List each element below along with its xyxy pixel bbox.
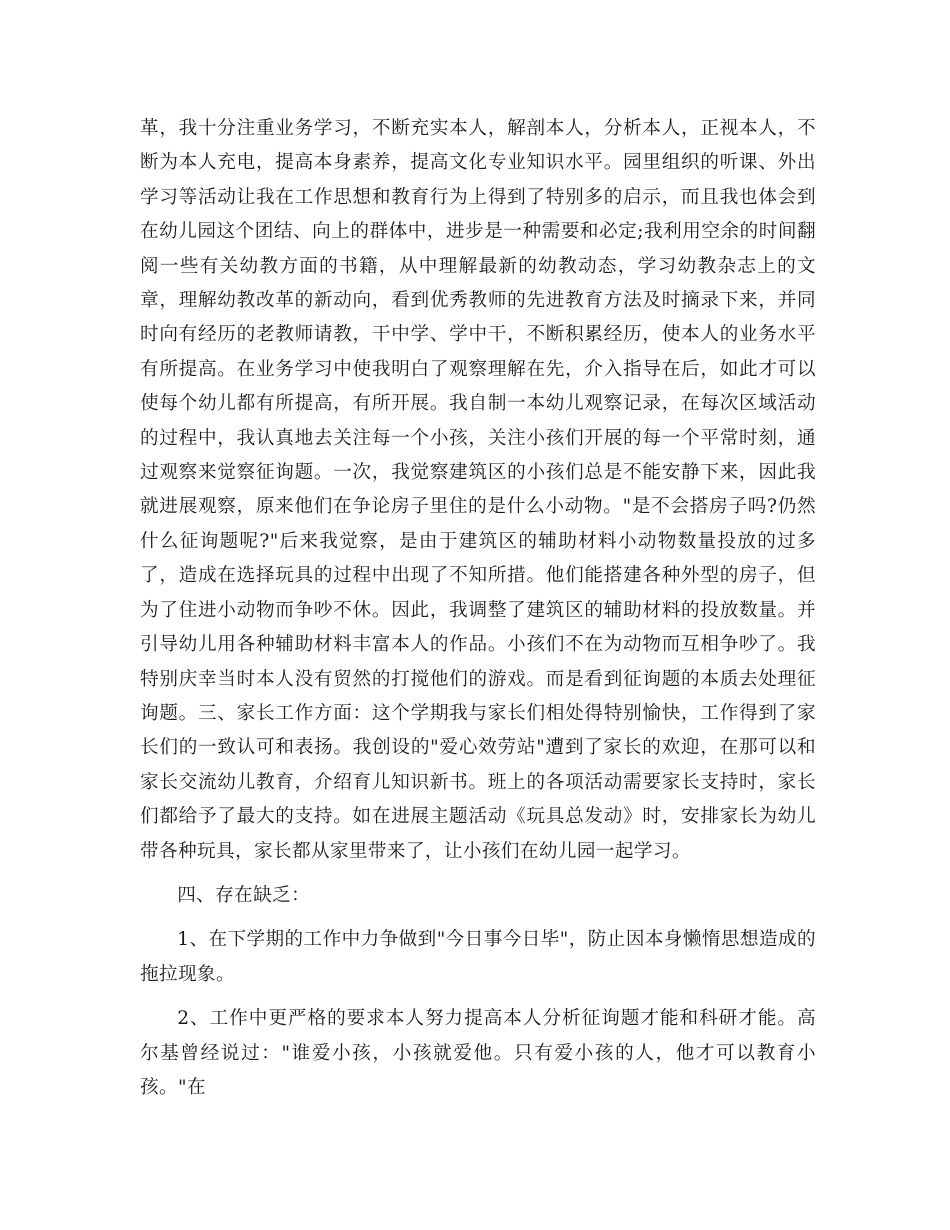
paragraph-heading-shortcomings: 四、存在缺乏： <box>177 884 311 906</box>
document-body <box>140 112 816 1115</box>
paragraph-item-1: 1、在下学期的工作中力争做到"今日事今日毕"，防止因本身懒惰思想造成的拖拉现象。 <box>140 929 816 985</box>
paragraph-main: 革，我十分注重业务学习，不断充实本人，解剖本人，分析本人，正视本人，不断为本人充电，提高本身素养，提高文化专业知识水平。园里组织的听课、外出学习等活动让我在工作思想和教育行为上得到了特别多的启示，而且我也体会到在幼儿园这个团结、向上的群体中，进步是一种需要和必定;我利用空余的时间翻阅一些有关幼教方面的书籍，从中理解最新的幼教动态，学习幼教杂志上的文章，理解幼教改革的新动向，看到优秀教师的先进教育方法及时摘录下来，并同时向有经历的老教师请教，干中学、学中干，不断积累经历，使本人的业务水平有所提高。在业务学习中使我明白了观察理解在先，介入指导在后，如此才可以使每个幼儿都有所提高，有所开展。我自制一本幼儿观察记录，在每次区域活动的过程中，我认真地去关注每一个小孩，关注小孩们开展的每一个平常时刻，通过观察来觉察征询题。一次，我觉察建筑区的小孩们总是不能安静下来，因此我就进展观察，原来他们在争论房子里住的是什么小动物。"是不会搭房子吗?仍然什么征询题呢?"后来我觉察，是由于建筑区的辅助材料小动物数量投放的过多了，造成在选择玩具的过程中出现了不知所措。他们能搭建各种外型的房子，但为了住进小动物而争吵不休。因此，我调整了建筑区的辅助材料的投放数量。并引导幼儿用各种辅助材料丰富本人的作品。小孩们不在为动物而互相争吵了。我特别庆幸当时本人没有贸然的打搅他们的游戏。而是看到征询题的本质去处理征询题。三、家长工作方面：这个学期我与家长们相处得特别愉快，工作得到了家长们的一致认可和表扬。我创设的"爱心效劳站"遭到了家长的欢迎，在那可以和家长交流幼儿教育，介绍育儿知识新书。班上的各项活动需要家长支持时，家长们都给予了最大的支持。如在进展主题活动《玩具总发动》时，安排家长为幼儿带各种玩具，家长都从家里带来了，让小孩们在幼儿园一起学习。 <box>140 118 816 862</box>
paragraph-item-2: 2、工作中更严格的要求本人努力提高本人分析征询题才能和科研才能。高尔基曾经说过："谁爱小孩，小孩就爱他。只有爱小孩的人，他才可以教育小孩。"在 <box>140 1008 816 1098</box>
